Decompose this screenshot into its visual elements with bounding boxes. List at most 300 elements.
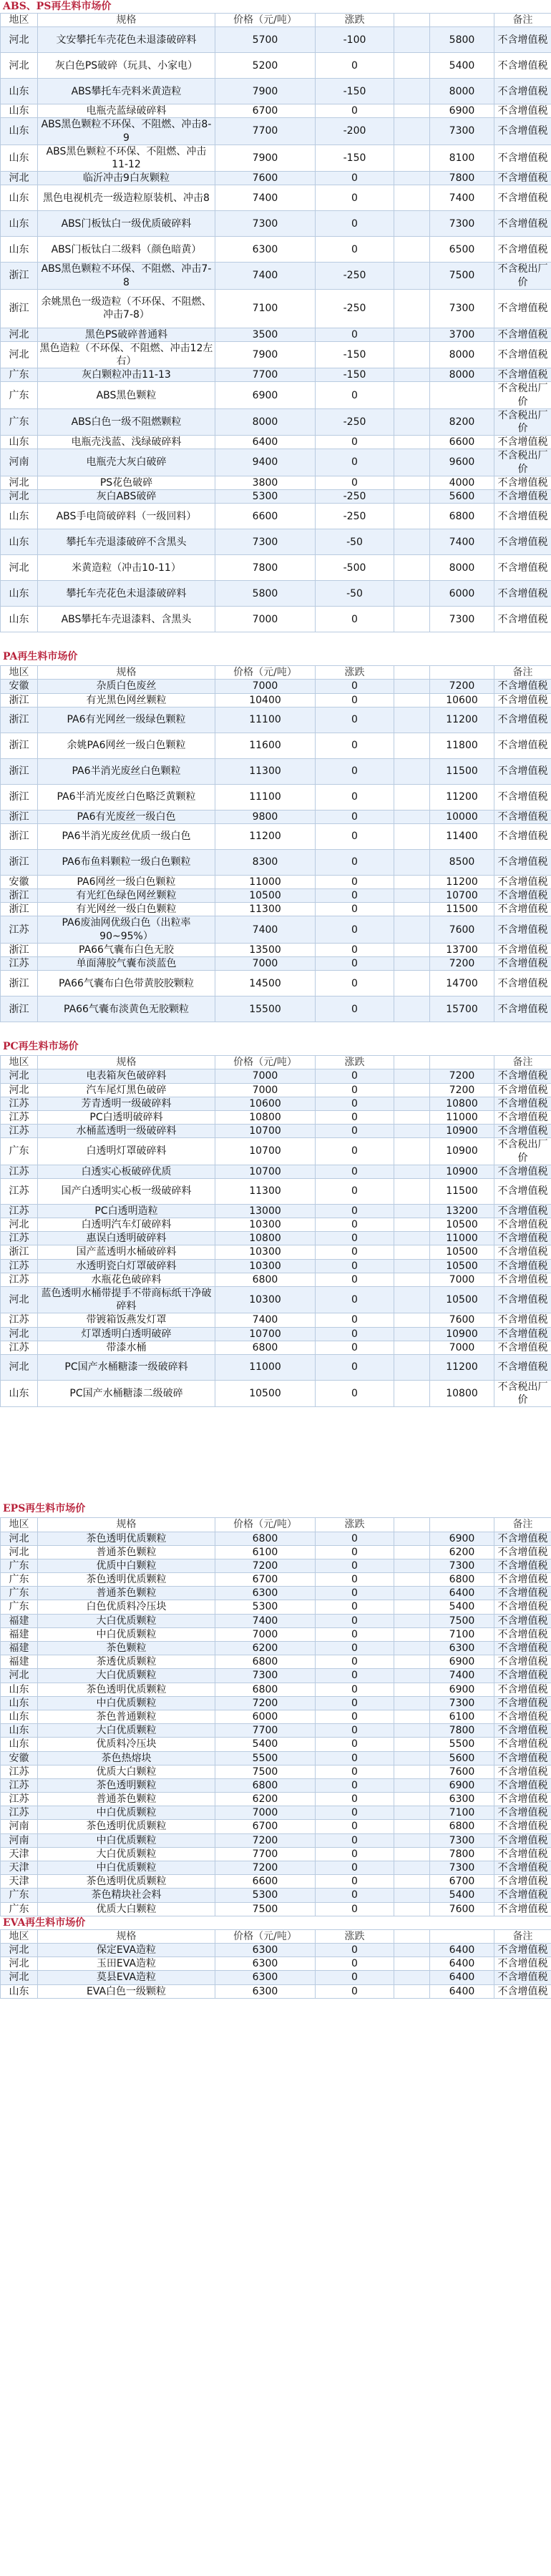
table-row xyxy=(1,823,551,849)
cell-price: 11300 xyxy=(215,1178,316,1204)
cell-price: 7000 xyxy=(215,1069,316,1083)
cell-blank xyxy=(394,784,430,810)
cell-change: -500 xyxy=(316,555,394,581)
cell-spec: 芳青透明一级破碎料 xyxy=(38,1097,215,1110)
cell-note: 不含增值税 xyxy=(494,328,551,341)
cell-blank xyxy=(394,1778,430,1792)
table-row xyxy=(1,1971,551,1984)
cell-note: 不含增值税 xyxy=(494,1943,551,1957)
cell-blank xyxy=(394,1669,430,1683)
cell-end-price: 7500 xyxy=(430,263,494,289)
cell-note: 不含增值税 xyxy=(494,1971,551,1984)
cell-region: 浙江 xyxy=(1,810,38,823)
cell-spec: 有光网丝一级白色颗粒 xyxy=(38,903,215,916)
cell-change: 0 xyxy=(316,1751,394,1765)
header-change: 涨跌 xyxy=(316,1929,394,1943)
cell-end-price: 6600 xyxy=(430,436,494,449)
cell-end-price: 7500 xyxy=(430,1614,494,1627)
cell-blank xyxy=(394,996,430,1022)
table-row xyxy=(1,784,551,810)
cell-blank xyxy=(394,957,430,971)
cell-change: 0 xyxy=(316,1532,394,1545)
cell-price: 7900 xyxy=(215,79,316,104)
cell-price: 10700 xyxy=(215,1138,316,1165)
cell-blank xyxy=(394,341,430,368)
cell-spec: 茶色透明优质颗粒 xyxy=(38,1532,215,1545)
cell-region: 山东 xyxy=(1,104,38,118)
cell-blank xyxy=(394,555,430,581)
cell-change: -250 xyxy=(316,408,394,435)
cell-note: 不含增值税 xyxy=(494,1710,551,1723)
header-note: 备注 xyxy=(494,14,551,27)
header-price: 价格（元/吨） xyxy=(215,1056,316,1069)
cell-region: 江苏 xyxy=(1,1341,38,1354)
cell-price: 6800 xyxy=(215,1341,316,1354)
table-row xyxy=(1,889,551,903)
cell-end-price: 7600 xyxy=(430,1313,494,1327)
cell-blank xyxy=(394,263,430,289)
cell-spec: ABS白色一级不阻燃颗粒 xyxy=(38,408,215,435)
cell-change: 0 xyxy=(316,1765,394,1778)
cell-spec: 茶色透明优质颗粒 xyxy=(38,1820,215,1833)
cell-note: 不含增值税 xyxy=(494,1669,551,1683)
table-row xyxy=(1,1751,551,1765)
cell-spec: PA66气囊布淡黄色无胶颗粒 xyxy=(38,996,215,1022)
cell-end-price xyxy=(430,382,494,408)
cell-note: 不含增值税 xyxy=(494,1614,551,1627)
cell-note: 不含增值税 xyxy=(494,145,551,171)
cell-spec: 大白优质颗粒 xyxy=(38,1724,215,1738)
table-row xyxy=(1,849,551,875)
cell-spec: 大白优质颗粒 xyxy=(38,1669,215,1683)
table-row xyxy=(1,1559,551,1572)
header-spec: 规格 xyxy=(38,1056,215,1069)
cell-region: 福建 xyxy=(1,1627,38,1641)
cell-change: 0 xyxy=(316,607,394,632)
cell-change: 0 xyxy=(316,1273,394,1286)
cell-spec: 电表箱灰色破碎料 xyxy=(38,1069,215,1083)
cell-spec: 白透明灯罩破碎料 xyxy=(38,1138,215,1165)
table-row xyxy=(1,1793,551,1806)
cell-region: 河北 xyxy=(1,1943,38,1957)
cell-change: 0 xyxy=(316,382,394,408)
cell-end-price: 10500 xyxy=(430,1287,494,1313)
cell-spec: 灰白颗粒冲击11-13 xyxy=(38,368,215,382)
section-abs xyxy=(0,0,551,632)
table-row xyxy=(1,875,551,888)
header-region: 地区 xyxy=(1,1056,38,1069)
cell-spec: 茶色热熔块 xyxy=(38,1751,215,1765)
cell-blank xyxy=(394,408,430,435)
cell-region: 广东 xyxy=(1,1587,38,1600)
cell-spec: ABS黑色颗粒不环保、不阻燃、冲击7-8 xyxy=(38,263,215,289)
cell-blank xyxy=(394,1204,430,1218)
cell-region: 河北 xyxy=(1,1287,38,1313)
cell-price: 7700 xyxy=(215,1847,316,1861)
section-title: PC再生料市场价 xyxy=(3,1041,79,1053)
cell-note: 不含税出厂价 xyxy=(494,382,551,408)
cell-end-price: 9600 xyxy=(430,449,494,476)
cell-end-price: 11000 xyxy=(430,1110,494,1124)
cell-note: 不含增值税 xyxy=(494,1738,551,1751)
cell-end-price: 6900 xyxy=(430,104,494,118)
cell-change: 0 xyxy=(316,211,394,237)
cell-price: 5300 xyxy=(215,1600,316,1614)
table-row xyxy=(1,104,551,118)
cell-end-price: 14700 xyxy=(430,971,494,996)
table-row xyxy=(1,1532,551,1545)
cell-price: 6700 xyxy=(215,104,316,118)
header-end-price xyxy=(430,14,494,27)
cell-blank xyxy=(394,1724,430,1738)
cell-note: 不含增值税 xyxy=(494,607,551,632)
cell-spec: 白色优质料冷压块 xyxy=(38,1600,215,1614)
cell-change: 0 xyxy=(316,1943,394,1957)
cell-change: 0 xyxy=(316,823,394,849)
cell-note: 不含增值税 xyxy=(494,680,551,693)
cell-region: 山东 xyxy=(1,185,38,211)
cell-note: 不含增值税 xyxy=(494,957,551,971)
table-row xyxy=(1,289,551,328)
table-row xyxy=(1,607,551,632)
cell-end-price: 10000 xyxy=(430,810,494,823)
cell-spec: 有光红色绿色网丝颗粒 xyxy=(38,889,215,903)
cell-blank xyxy=(394,943,430,956)
cell-price: 15500 xyxy=(215,996,316,1022)
cell-blank xyxy=(394,693,430,707)
cell-region: 江苏 xyxy=(1,1793,38,1806)
table-row xyxy=(1,1313,551,1327)
cell-spec: 普通茶色颗粒 xyxy=(38,1587,215,1600)
section-title: PA再生料市场价 xyxy=(3,651,78,663)
table-row xyxy=(1,1138,551,1165)
price-table xyxy=(0,1055,551,1407)
cell-blank xyxy=(394,118,430,145)
cell-blank xyxy=(394,1600,430,1614)
cell-end-price: 6500 xyxy=(430,237,494,263)
cell-region: 河北 xyxy=(1,1069,38,1083)
cell-end-price: 7200 xyxy=(430,680,494,693)
cell-note: 不含增值税 xyxy=(494,581,551,607)
cell-price: 6800 xyxy=(215,1273,316,1286)
cell-change: 0 xyxy=(316,1971,394,1984)
cell-note: 不含增值税 xyxy=(494,1559,551,1572)
cell-end-price: 7200 xyxy=(430,1069,494,1083)
cell-region: 浙江 xyxy=(1,849,38,875)
cell-note: 不含增值税 xyxy=(494,1083,551,1097)
cell-region: 江苏 xyxy=(1,1259,38,1273)
price-table xyxy=(0,665,551,1022)
cell-end-price: 11000 xyxy=(430,1232,494,1245)
cell-note: 不含增值税 xyxy=(494,104,551,118)
table-row xyxy=(1,1165,551,1178)
cell-note: 不含增值税 xyxy=(494,875,551,888)
cell-blank xyxy=(394,971,430,996)
table-row xyxy=(1,1545,551,1559)
table-header-row xyxy=(1,1929,551,1943)
cell-end-price: 10800 xyxy=(430,1380,494,1406)
cell-blank xyxy=(394,1833,430,1847)
cell-region: 江苏 xyxy=(1,916,38,943)
cell-price: 11100 xyxy=(215,707,316,733)
cell-note: 不含增值税 xyxy=(494,555,551,581)
cell-price: 5300 xyxy=(215,1889,316,1902)
cell-end-price: 11500 xyxy=(430,1178,494,1204)
cell-note: 不含增值税 xyxy=(494,1218,551,1232)
cell-price: 11200 xyxy=(215,823,316,849)
cell-end-price: 7300 xyxy=(430,607,494,632)
cell-blank xyxy=(394,1069,430,1083)
cell-region: 浙江 xyxy=(1,707,38,733)
table-row xyxy=(1,810,551,823)
cell-spec: 临沂冲击9白灰颗粒 xyxy=(38,172,215,185)
cell-blank xyxy=(394,1738,430,1751)
cell-spec: 茶色透明优质颗粒 xyxy=(38,1875,215,1889)
cell-spec: PA6有光废丝一级白色 xyxy=(38,810,215,823)
cell-change: -50 xyxy=(316,581,394,607)
table-row xyxy=(1,489,551,503)
cell-spec: 惠误白透明破碎料 xyxy=(38,1232,215,1245)
cell-region: 山东 xyxy=(1,1710,38,1723)
cell-region: 江苏 xyxy=(1,957,38,971)
table-row xyxy=(1,903,551,916)
cell-blank xyxy=(394,1259,430,1273)
cell-blank xyxy=(394,382,430,408)
cell-spec: 蓝色透明水桶带提手不带商标纸干净破碎料 xyxy=(38,1287,215,1313)
cell-change: 0 xyxy=(316,436,394,449)
cell-change: 0 xyxy=(316,476,394,489)
cell-price: 7900 xyxy=(215,341,316,368)
table-row xyxy=(1,53,551,79)
cell-blank xyxy=(394,1710,430,1723)
cell-note: 不含增值税 xyxy=(494,916,551,943)
cell-end-price: 7300 xyxy=(430,289,494,328)
cell-region: 浙江 xyxy=(1,943,38,956)
cell-end-price: 6300 xyxy=(430,1793,494,1806)
cell-spec: 灯罩透明白透明破碎 xyxy=(38,1327,215,1341)
cell-region: 江苏 xyxy=(1,1110,38,1124)
table-row xyxy=(1,1655,551,1669)
cell-end-price: 7400 xyxy=(430,529,494,555)
table-row xyxy=(1,1232,551,1245)
cell-region: 河北 xyxy=(1,27,38,53)
cell-note: 不含增值税 xyxy=(494,289,551,328)
cell-price: 8300 xyxy=(215,849,316,875)
cell-region: 山东 xyxy=(1,1984,38,1998)
header-change: 涨跌 xyxy=(316,1518,394,1532)
cell-region: 江苏 xyxy=(1,1765,38,1778)
cell-note: 不含增值税 xyxy=(494,1627,551,1641)
cell-change: 0 xyxy=(316,1669,394,1683)
cell-region: 浙江 xyxy=(1,289,38,328)
table-row xyxy=(1,1083,551,1097)
cell-change: 0 xyxy=(316,1178,394,1204)
cell-note: 不含增值税 xyxy=(494,971,551,996)
cell-change: 0 xyxy=(316,1218,394,1232)
cell-spec: 普通茶色颗粒 xyxy=(38,1793,215,1806)
cell-end-price: 11200 xyxy=(430,707,494,733)
cell-note: 不含增值税 xyxy=(494,1354,551,1380)
cell-region: 浙江 xyxy=(1,733,38,758)
cell-note: 不含增值税 xyxy=(494,53,551,79)
cell-price: 7500 xyxy=(215,1902,316,1916)
cell-price: 7300 xyxy=(215,211,316,237)
cell-spec: 中白优质颗粒 xyxy=(38,1806,215,1820)
header-change: 涨跌 xyxy=(316,14,394,27)
table-row xyxy=(1,1820,551,1833)
cell-region: 福建 xyxy=(1,1655,38,1669)
cell-region: 广东 xyxy=(1,1600,38,1614)
cell-note: 不含增值税 xyxy=(494,1600,551,1614)
table-row xyxy=(1,1587,551,1600)
cell-note: 不含增值税 xyxy=(494,436,551,449)
cell-end-price: 10500 xyxy=(430,1245,494,1259)
cell-change: 0 xyxy=(316,1627,394,1641)
cell-spec: 优质大白颗粒 xyxy=(38,1902,215,1916)
price-table xyxy=(0,1517,551,1916)
header-note: 备注 xyxy=(494,1056,551,1069)
cell-spec: 玉田EVA造粒 xyxy=(38,1957,215,1971)
cell-change: 0 xyxy=(316,1655,394,1669)
cell-change: 0 xyxy=(316,1573,394,1587)
cell-end-price: 5400 xyxy=(430,1889,494,1902)
cell-region: 江苏 xyxy=(1,1178,38,1204)
cell-price: 11000 xyxy=(215,875,316,888)
cell-spec: 茶色透明优质颗粒 xyxy=(38,1683,215,1696)
price-table xyxy=(0,1929,551,1999)
cell-change: 0 xyxy=(316,1889,394,1902)
cell-region: 河北 xyxy=(1,1218,38,1232)
cell-note: 不含增值税 xyxy=(494,1875,551,1889)
cell-end-price: 7800 xyxy=(430,172,494,185)
cell-change: 0 xyxy=(316,1587,394,1600)
table-row xyxy=(1,1259,551,1273)
cell-blank xyxy=(394,1125,430,1138)
cell-note: 不含增值税 xyxy=(494,810,551,823)
cell-end-price: 6900 xyxy=(430,1532,494,1545)
table-row xyxy=(1,693,551,707)
table-row xyxy=(1,1627,551,1641)
cell-region: 安徽 xyxy=(1,1751,38,1765)
cell-note: 不含增值税 xyxy=(494,27,551,53)
cell-blank xyxy=(394,903,430,916)
cell-spec: 余姚黑色一级造粒（不环保、不阻燃、冲击7-8） xyxy=(38,289,215,328)
cell-blank xyxy=(394,1957,430,1971)
cell-region: 山东 xyxy=(1,504,38,529)
table-row xyxy=(1,1683,551,1696)
cell-blank xyxy=(394,53,430,79)
cell-end-price: 6400 xyxy=(430,1587,494,1600)
cell-note: 不含增值税 xyxy=(494,1655,551,1669)
cell-blank xyxy=(394,1683,430,1696)
cell-price: 5700 xyxy=(215,27,316,53)
cell-end-price: 7300 xyxy=(430,1559,494,1572)
cell-price: 5400 xyxy=(215,1738,316,1751)
cell-region: 山东 xyxy=(1,581,38,607)
cell-price: 7200 xyxy=(215,1861,316,1875)
table-header-row xyxy=(1,1518,551,1532)
cell-change: 0 xyxy=(316,237,394,263)
cell-blank xyxy=(394,1532,430,1545)
cell-price: 7800 xyxy=(215,555,316,581)
cell-change: 0 xyxy=(316,943,394,956)
cell-note: 不含增值税 xyxy=(494,1573,551,1587)
cell-price: 7200 xyxy=(215,1559,316,1572)
cell-price: 9800 xyxy=(215,810,316,823)
cell-change: 0 xyxy=(316,1847,394,1861)
cell-blank xyxy=(394,1861,430,1875)
cell-price: 7000 xyxy=(215,607,316,632)
table-row xyxy=(1,1327,551,1341)
cell-end-price: 11200 xyxy=(430,875,494,888)
cell-blank xyxy=(394,733,430,758)
table-row xyxy=(1,1957,551,1971)
cell-end-price: 8000 xyxy=(430,341,494,368)
cell-price: 7500 xyxy=(215,1765,316,1778)
cell-blank xyxy=(394,1587,430,1600)
cell-note: 不含增值税 xyxy=(494,504,551,529)
cell-change: 0 xyxy=(316,1165,394,1178)
cell-price: 10400 xyxy=(215,693,316,707)
table-row xyxy=(1,1833,551,1847)
cell-price: 3800 xyxy=(215,476,316,489)
cell-region: 江苏 xyxy=(1,1232,38,1245)
cell-spec: PA66气囊布白色带黄胶胶颗粒 xyxy=(38,971,215,996)
cell-change: -250 xyxy=(316,504,394,529)
cell-note: 不含增值税 xyxy=(494,341,551,368)
table-row xyxy=(1,581,551,607)
cell-note: 不含增值税 xyxy=(494,1833,551,1847)
cell-change: 0 xyxy=(316,707,394,733)
cell-change: -250 xyxy=(316,489,394,503)
cell-end-price: 7800 xyxy=(430,1724,494,1738)
cell-region: 天津 xyxy=(1,1875,38,1889)
cell-price: 7000 xyxy=(215,1806,316,1820)
cell-region: 河北 xyxy=(1,1545,38,1559)
cell-end-price: 5500 xyxy=(430,1738,494,1751)
cell-end-price: 4000 xyxy=(430,476,494,489)
cell-spec: ABS攀托车壳退漆料、含黑头 xyxy=(38,607,215,632)
cell-end-price: 7300 xyxy=(430,1696,494,1710)
cell-blank xyxy=(394,368,430,382)
table-row xyxy=(1,1806,551,1820)
cell-price: 7400 xyxy=(215,185,316,211)
cell-change: 0 xyxy=(316,916,394,943)
cell-region: 山东 xyxy=(1,529,38,555)
cell-spec: 余姚PA6网丝一级白色颗粒 xyxy=(38,733,215,758)
cell-change: 0 xyxy=(316,449,394,476)
cell-spec: 水透明瓷白灯罩破碎料 xyxy=(38,1259,215,1273)
cell-price: 7100 xyxy=(215,289,316,328)
cell-spec: 茶色透明优质颗粒 xyxy=(38,1573,215,1587)
cell-spec: 中白优质颗粒 xyxy=(38,1861,215,1875)
cell-region: 河北 xyxy=(1,172,38,185)
cell-change: 0 xyxy=(316,1902,394,1916)
cell-region: 河北 xyxy=(1,53,38,79)
cell-blank xyxy=(394,916,430,943)
cell-note: 不含增值税 xyxy=(494,1232,551,1245)
cell-note: 不含增值税 xyxy=(494,1097,551,1110)
cell-end-price: 10900 xyxy=(430,1165,494,1178)
cell-price: 6000 xyxy=(215,1710,316,1723)
cell-spec: ABS门板钛白二级料（颜色暗黄） xyxy=(38,237,215,263)
cell-price: 6200 xyxy=(215,1642,316,1655)
cell-blank xyxy=(394,1889,430,1902)
cell-region: 河北 xyxy=(1,1957,38,1971)
cell-change: 0 xyxy=(316,1793,394,1806)
cell-end-price: 6400 xyxy=(430,1971,494,1984)
cell-price: 6600 xyxy=(215,1875,316,1889)
